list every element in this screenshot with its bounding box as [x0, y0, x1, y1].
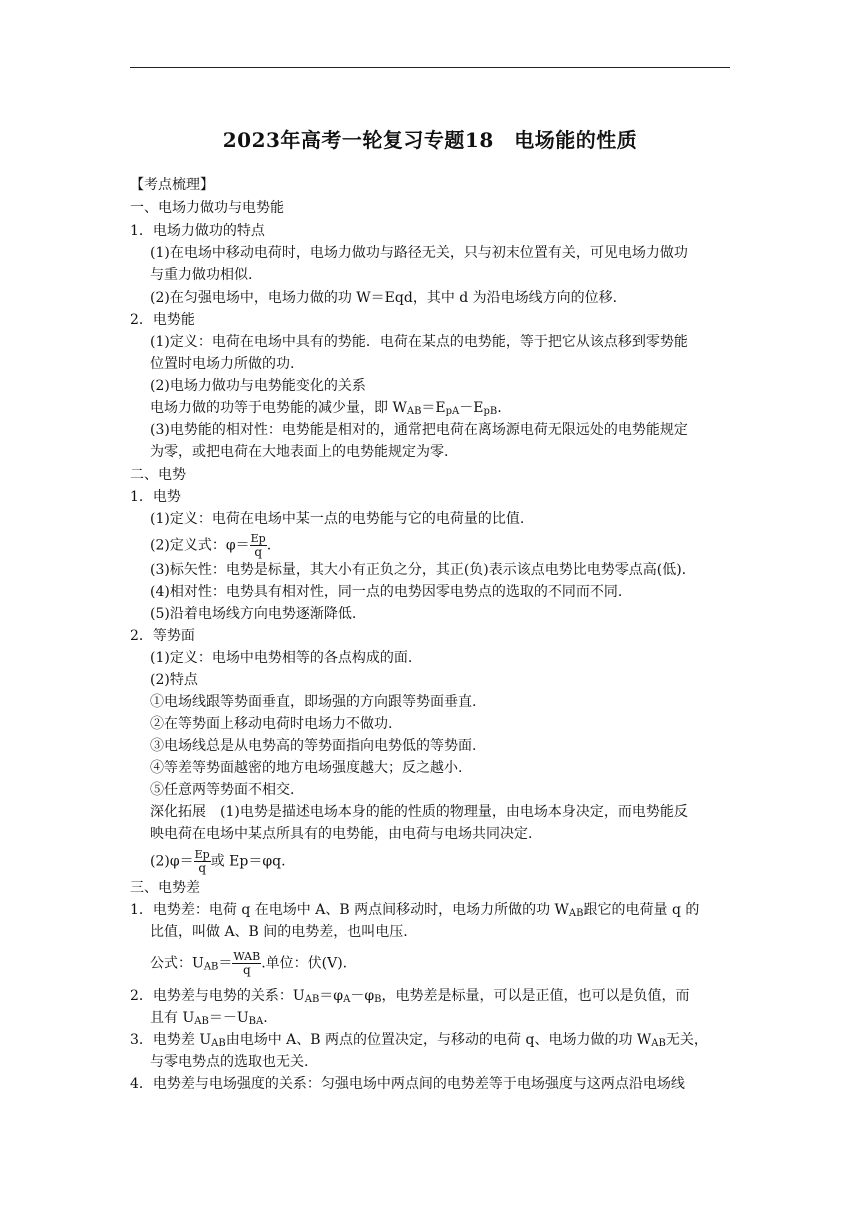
page-title: 2023年高考一轮复习专题18 电场能的性质 [222, 128, 638, 152]
text: . [497, 400, 502, 416]
fraction [250, 532, 267, 559]
text: (2)φ＝ [150, 853, 194, 870]
formula-line [150, 848, 286, 875]
subscript: AB [194, 1016, 209, 1027]
list-item [130, 901, 699, 919]
section-heading: 三、电势差 [130, 880, 200, 896]
text: －E [459, 400, 484, 416]
subscript: pA [445, 406, 460, 417]
paragraph: 映电荷在电场中某点所具有的电势能，由电荷与电场共同决定. [150, 826, 533, 842]
text: ＝－U [208, 1010, 249, 1026]
numerator: Ep [194, 848, 210, 861]
item-heading: 1．电势 [130, 489, 181, 505]
text: －φ [350, 988, 375, 1004]
text: .单位：伏(V). [261, 955, 348, 972]
numerator: WAB [233, 950, 261, 963]
paragraph [150, 1009, 268, 1027]
subscript: AB [203, 961, 219, 973]
list-item [130, 1031, 708, 1049]
subscript: AB [406, 406, 422, 417]
paragraph: 为零，或把电荷在大地表面上的电势能规定为零. [150, 444, 449, 460]
numerator: Ep [250, 532, 266, 545]
list-item: ③电场线总是从电势高的等势面指向电势低的等势面. [150, 738, 477, 754]
text: 公式：U [150, 955, 204, 972]
text: ＝E [421, 400, 446, 416]
formula-line [150, 399, 502, 417]
text: ＝φ [319, 988, 344, 1004]
paragraph: (5)沿着电场线方向电势逐渐降低. [150, 606, 357, 622]
subscript: AB [568, 908, 584, 919]
paragraph: (2)特点 [150, 672, 198, 688]
list-item: ⑤任意两等势面不相交. [150, 782, 295, 798]
text: ＝ [218, 955, 233, 972]
text: 电场力做的功等于电势能的减少量，即 W [150, 400, 407, 416]
item-heading: 2．等势面 [130, 628, 195, 644]
subscript: BA [248, 1016, 264, 1027]
list-item: ④等差等势面越密的地方电场强度越大；反之越小. [150, 760, 463, 776]
text: 由电场中 A、B 两点的位置决定，与移动的电荷 q、电场力做的功 W [225, 1032, 652, 1048]
section-heading: 二、电势 [130, 467, 186, 483]
text: 无关， [665, 1032, 708, 1048]
text: 1．电势差：电荷 q 在电场中 A、B 两点间移动时，电场力所做的功 W [130, 902, 569, 918]
paragraph: 比值，叫做 A、B 间的电势差，也叫电压. [150, 924, 408, 940]
text: . [263, 1010, 268, 1026]
text: 跟它的电荷量 q 的 [583, 902, 700, 918]
section-heading: 一、电场力做功与电势能 [130, 200, 284, 216]
list-item: ①电场线跟等势面垂直，即场强的方向跟等势面垂直. [150, 694, 477, 710]
list-item [130, 987, 690, 1005]
subscript: A [343, 994, 351, 1005]
paragraph: 位置时电场力所做的功. [150, 356, 295, 372]
paragraph: (1)定义：电场中电势相等的各点构成的面. [150, 650, 413, 666]
denominator: q [242, 963, 251, 977]
paragraph: (2)电场力做功与电势能变化的关系 [150, 378, 366, 394]
paragraph: (3)标矢性：电势是标量，其大小有正负之分，其正(负)表示该点电势比电势零点高(低). [150, 562, 687, 578]
subscript: B [374, 994, 382, 1005]
paragraph: (1)定义：电荷在电场中某一点的电势能与它的电荷量的比值. [150, 511, 525, 527]
text: 2．电势差与电势的关系：U [130, 988, 305, 1004]
section-tag: 【考点梳理】 [130, 177, 214, 193]
item-heading: 2．电势能 [130, 312, 195, 328]
subscript: pB [483, 406, 498, 417]
fraction [232, 950, 261, 977]
subscript: AB [651, 1038, 666, 1049]
paragraph: (1)定义：电荷在电场中具有的势能．电荷在某点的电势能，等于把它从该点移到零势能 [150, 334, 688, 350]
paragraph: (2)在匀强电场中，电场力做的功 W＝Eqd，其中 d 为沿电场线方向的位移. [150, 290, 618, 306]
text: (2)定义式：φ＝ [150, 537, 250, 554]
list-item: 4．电势差与电场强度的关系：匀强电场中两点间的电势差等于电场强度与这两点沿电场线 [130, 1076, 685, 1092]
paragraph: 与重力做功相似. [150, 267, 253, 283]
fraction [194, 848, 211, 875]
subscript: AB [304, 994, 320, 1005]
text: 3．电势差 U [130, 1032, 212, 1048]
denominator: q [198, 861, 207, 875]
subscript: AB [211, 1038, 226, 1049]
paragraph: 与零电势点的选取也无关. [150, 1054, 309, 1070]
paragraph: (1)在电场中移动电荷时，电场力做功与路径无关，只与初末位置有关，可见电场力做功 [150, 245, 688, 261]
formula-line [150, 532, 271, 559]
paragraph: (3)电势能的相对性：电势能是相对的，通常把电荷在离场源电荷无限远处的电势能规定 [150, 422, 688, 438]
item-heading: 1．电场力做功的特点 [130, 223, 265, 239]
text: 或 Ep＝φq. [210, 853, 286, 870]
denominator: q [254, 545, 263, 559]
text: . [266, 537, 272, 554]
header-rule [130, 67, 730, 68]
list-item: ②在等势面上移动电荷时电场力不做功. [150, 716, 393, 732]
formula-line [150, 950, 347, 977]
text: 且有 U [150, 1010, 195, 1026]
paragraph: 深化拓展 (1)电势是描述电场本身的能的性质的物理量，由电场本身决定，而电势能反 [150, 804, 688, 820]
paragraph: (4)相对性：电势具有相对性，同一点的电势因零电势点的选取的不同而不同. [150, 584, 623, 600]
text: ，电势差是标量，可以是正值，也可以是负值，而 [381, 988, 690, 1004]
